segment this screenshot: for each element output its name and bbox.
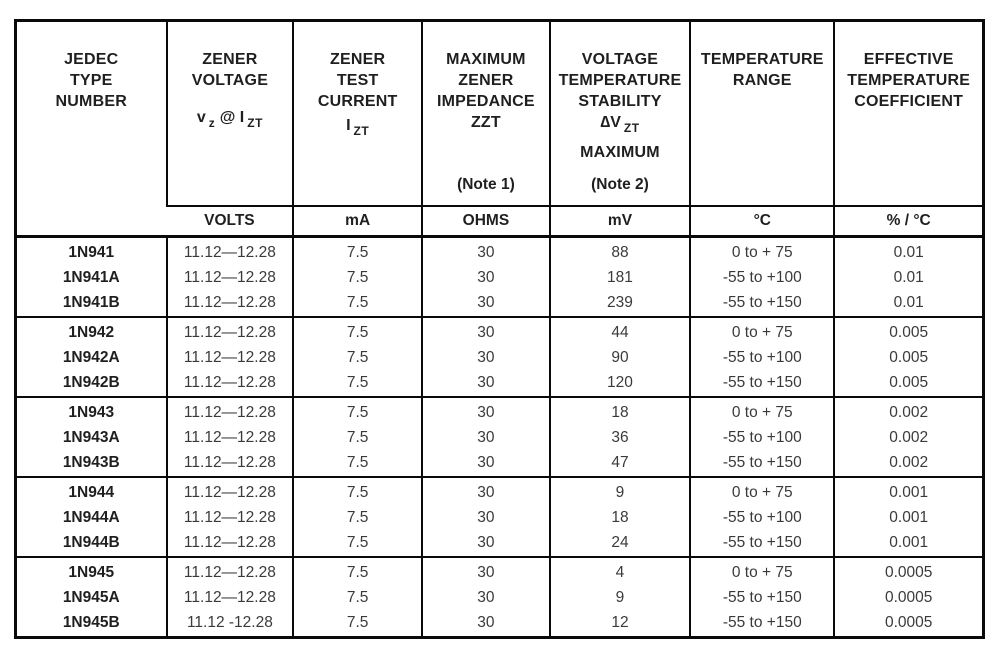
cell-value: 1N941 — [68, 243, 115, 261]
cell-value: 12 — [611, 613, 629, 631]
spec-value-cell — [293, 557, 422, 638]
spec-value-cell — [167, 557, 294, 638]
cell-value: -55 to +150 — [722, 533, 802, 551]
cell-value: 7.5 — [346, 533, 369, 551]
spec-value-cell — [422, 317, 550, 397]
cell-value: 11.12—12.28 — [183, 373, 276, 391]
cell-value: 0.0005 — [884, 613, 933, 631]
spec-value-cell — [834, 557, 983, 638]
cell-value: 1N942 — [68, 323, 115, 341]
cell-value: 1N945 — [68, 563, 115, 581]
cell-value: 11.12—12.28 — [183, 428, 276, 446]
header-text: ZENER — [458, 72, 514, 89]
header-text: MAXIMUM — [580, 144, 660, 161]
header-max-zener-impedance — [422, 21, 550, 207]
cell-value: 11.12—12.28 — [183, 453, 276, 471]
cell-value: 0 to + 75 — [731, 483, 793, 501]
cell-value: 4 — [615, 563, 625, 581]
spec-value-cell — [690, 477, 834, 557]
spec-value-cell — [690, 557, 834, 638]
type-number-cell — [16, 237, 167, 318]
cell-value: 44 — [611, 323, 629, 341]
cell-value: 11.12—12.28 — [183, 268, 276, 286]
header-text: VOLTAGE — [581, 51, 659, 68]
cell-value: 30 — [477, 588, 495, 606]
cell-value: 7.5 — [346, 508, 369, 526]
unit-ohms: OHMS — [422, 206, 550, 237]
cell-value: 47 — [611, 453, 629, 471]
cell-value: 0.0005 — [884, 563, 933, 581]
note-2-ref: (Note 2) — [591, 176, 649, 193]
cell-value: 11.12—12.28 — [183, 243, 276, 261]
cell-value: 0.005 — [889, 348, 929, 366]
cell-value: 0.002 — [889, 428, 929, 446]
cell-value: 1N942B — [62, 373, 120, 391]
cell-value: 11.12—12.28 — [183, 508, 276, 526]
cell-value: 0.01 — [893, 293, 924, 311]
cell-value: 1N944 — [68, 483, 115, 501]
cell-value: 1N943B — [62, 453, 120, 471]
cell-value: 0.002 — [889, 453, 929, 471]
unit-degc: °C — [690, 206, 834, 237]
cell-value: 0 to + 75 — [731, 323, 793, 341]
cell-value: 0.001 — [889, 483, 929, 501]
cell-value: 1N944A — [62, 508, 120, 526]
cell-value: 30 — [477, 243, 495, 261]
cell-value: 90 — [611, 348, 629, 366]
spec-value-cell — [167, 477, 294, 557]
spec-value-cell — [167, 317, 294, 397]
header-text: JEDEC — [64, 51, 119, 68]
spec-value-cell — [422, 477, 550, 557]
unit-ma: mA — [293, 206, 422, 237]
cell-value: 11.12—12.28 — [183, 588, 276, 606]
cell-value: 7.5 — [346, 268, 369, 286]
cell-value: 30 — [477, 293, 495, 311]
cell-value: 7.5 — [346, 563, 369, 581]
unit-pct-per-degc: % / °C — [834, 206, 983, 237]
header-effective-temp-coefficient — [834, 21, 983, 207]
cell-value: 0.005 — [889, 323, 929, 341]
cell-value: 30 — [477, 483, 495, 501]
cell-value: 0.005 — [889, 373, 929, 391]
cell-value: 24 — [611, 533, 629, 551]
cell-value: 7.5 — [346, 403, 369, 421]
cell-value: 30 — [477, 268, 495, 286]
cell-value: -55 to +150 — [722, 373, 802, 391]
delta-vzt-symbol: ∆V $_{ZT}$ — [600, 114, 640, 135]
cell-value: 11.12—12.28 — [183, 348, 276, 366]
cell-value: 11.12—12.28 — [183, 563, 276, 581]
header-text: CURRENT — [317, 93, 398, 110]
cell-value: 0.002 — [889, 403, 929, 421]
spec-value-cell — [422, 557, 550, 638]
cell-value: 0 to + 75 — [731, 403, 793, 421]
spec-value-cell — [690, 317, 834, 397]
cell-value: 36 — [611, 428, 629, 446]
cell-value: 11.12—12.28 — [183, 403, 276, 421]
cell-value: 9 — [615, 588, 625, 606]
header-text: NUMBER — [55, 93, 127, 110]
header-text: TEMPERATURE — [558, 72, 682, 89]
spec-group-row — [16, 317, 984, 397]
cell-value: 0 to + 75 — [731, 243, 793, 261]
spec-group-row — [16, 477, 984, 557]
cell-value: 18 — [611, 508, 629, 526]
header-temperature-range — [690, 21, 834, 207]
cell-value: 120 — [607, 373, 633, 391]
spec-value-cell — [167, 397, 294, 477]
header-text: ZENER — [202, 51, 258, 68]
spec-value-cell — [293, 477, 422, 557]
cell-value: 0.001 — [889, 533, 929, 551]
spec-value-cell — [550, 237, 690, 318]
spec-group-row — [16, 557, 984, 638]
type-number-cell — [16, 557, 167, 638]
spec-value-cell — [293, 237, 422, 318]
header-text: TEMPERATURE — [847, 72, 971, 89]
cell-value: 30 — [477, 403, 495, 421]
cell-value: 1N944B — [62, 533, 120, 551]
cell-value: 11.12—12.28 — [183, 323, 276, 341]
cell-value: 1N943 — [68, 403, 115, 421]
type-number-cell — [16, 477, 167, 557]
spec-value-cell — [550, 397, 690, 477]
header-text: VOLTAGE — [191, 72, 269, 89]
header-text: TEMPERATURE — [700, 51, 824, 68]
spec-value-cell — [834, 477, 983, 557]
cell-value: 88 — [611, 243, 629, 261]
header-text: ZZT — [470, 114, 501, 131]
cell-value: 11.12—12.28 — [183, 483, 276, 501]
cell-value: 0.01 — [893, 268, 924, 286]
spec-value-cell — [422, 397, 550, 477]
cell-value: 7.5 — [346, 243, 369, 261]
cell-value: 30 — [477, 613, 495, 631]
zener-voltage-formula: v $_z$ @ I $_{ZT}$ — [196, 109, 263, 130]
header-text: STABILITY — [578, 93, 662, 110]
cell-value: 1N941A — [62, 268, 120, 286]
spec-value-cell — [834, 317, 983, 397]
cell-value: 30 — [477, 508, 495, 526]
spec-value-cell — [293, 397, 422, 477]
header-text: IMPEDANCE — [437, 93, 535, 110]
spec-value-cell — [422, 237, 550, 318]
cell-value: 0 to + 75 — [731, 563, 793, 581]
unit-mv: mV — [550, 206, 690, 237]
zener-spec-table — [14, 19, 985, 639]
cell-value: 239 — [607, 293, 633, 311]
table-body — [16, 237, 984, 638]
header-row-main — [16, 21, 984, 207]
unit-volts: VOLTS — [167, 206, 294, 237]
header-voltage-temp-stability — [550, 21, 690, 207]
cell-value: 11.12—12.28 — [183, 293, 276, 311]
cell-value: 1N943A — [62, 428, 120, 446]
test-current-symbol: I $_{ZT}$ — [346, 117, 370, 138]
cell-value: -55 to +100 — [722, 268, 802, 286]
cell-value: 30 — [477, 323, 495, 341]
cell-value: 7.5 — [346, 613, 369, 631]
cell-value: -55 to +100 — [722, 428, 802, 446]
cell-value: 1N945A — [62, 588, 120, 606]
header-text: COEFFICIENT — [854, 93, 964, 110]
spec-value-cell — [834, 397, 983, 477]
cell-value: 30 — [477, 348, 495, 366]
header-text: ZENER — [330, 51, 386, 68]
cell-value: 30 — [477, 563, 495, 581]
type-number-cell — [16, 397, 167, 477]
spec-value-cell — [550, 317, 690, 397]
header-text: MAXIMUM — [446, 51, 526, 68]
spec-value-cell — [834, 237, 983, 318]
cell-value: 1N941B — [62, 293, 120, 311]
cell-value: 30 — [477, 428, 495, 446]
cell-value: -55 to +150 — [722, 293, 802, 311]
cell-value: 1N942A — [62, 348, 120, 366]
cell-value: -55 to +150 — [722, 588, 802, 606]
header-text: EFFECTIVE — [863, 51, 954, 68]
cell-value: 11.12 -12.28 — [186, 613, 273, 631]
cell-value: 7.5 — [346, 453, 369, 471]
header-zener-voltage — [167, 21, 294, 207]
cell-value: 7.5 — [346, 293, 369, 311]
spec-value-cell — [690, 397, 834, 477]
cell-value: 0.0005 — [884, 588, 933, 606]
cell-value: -55 to +100 — [722, 348, 802, 366]
cell-value: 181 — [607, 268, 633, 286]
cell-value: 11.12—12.28 — [183, 533, 276, 551]
cell-value: -55 to +100 — [722, 508, 802, 526]
cell-value: -55 to +150 — [722, 453, 802, 471]
header-zener-test-current — [293, 21, 422, 207]
header-jedec-type-number — [16, 21, 167, 237]
cell-value: 30 — [477, 373, 495, 391]
spec-value-cell — [550, 477, 690, 557]
cell-value: -55 to +150 — [722, 613, 802, 631]
cell-value: 7.5 — [346, 348, 369, 366]
cell-value: 0.001 — [889, 508, 929, 526]
type-number-cell — [16, 317, 167, 397]
spec-value-cell — [293, 317, 422, 397]
note-1-ref: (Note 1) — [457, 176, 515, 193]
spec-group-row — [16, 237, 984, 318]
cell-value: 7.5 — [346, 428, 369, 446]
cell-value: 30 — [477, 533, 495, 551]
cell-value: 1N945B — [62, 613, 120, 631]
cell-value: 30 — [477, 453, 495, 471]
cell-value: 7.5 — [346, 373, 369, 391]
cell-value: 9 — [615, 483, 625, 501]
cell-value: 7.5 — [346, 323, 369, 341]
header-text: RANGE — [732, 72, 792, 89]
spec-value-cell — [167, 237, 294, 318]
cell-value: 18 — [611, 403, 629, 421]
cell-value: 0.01 — [893, 243, 924, 261]
header-text: TYPE — [69, 72, 113, 89]
spec-table — [14, 19, 985, 639]
spec-group-row — [16, 397, 984, 477]
cell-value: 7.5 — [346, 483, 369, 501]
spec-value-cell — [690, 237, 834, 318]
cell-value: 7.5 — [346, 588, 369, 606]
spec-value-cell — [550, 557, 690, 638]
header-text: TEST — [336, 72, 379, 89]
